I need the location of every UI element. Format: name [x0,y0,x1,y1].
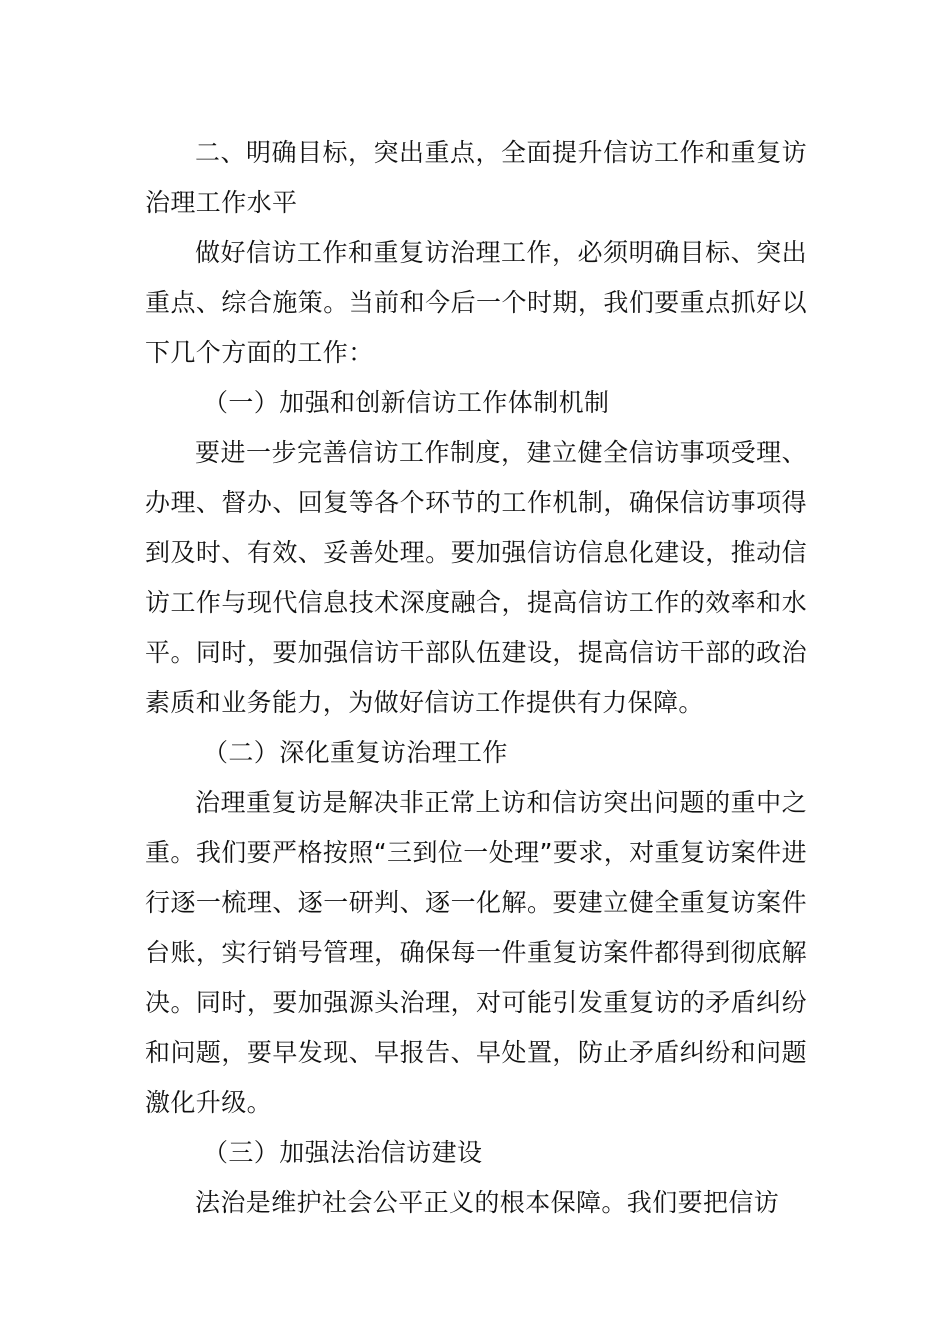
subsection-heading: （一）加强和创新信访工作体制机制 [203,388,610,417]
body-paragraph: 做好信访工作和重复访治理工作，必须明确目标、突出重点、综合施策。当前和今后一个时期，我们要重点抓好以下几个方面的工作： [145,238,807,367]
body-paragraph: 要进一步完善信访工作制度，建立健全信访事项受理、办理、督办、回复等各个环节的工作机制，确保信访事项得到及时、有效、妥善处理。要加强信访信息化建设，推动信访工作与现代信息技术深度融合，提高信访工作的效率和水平。同时，要加强信访干部队伍建设，提高信访干部的政治素质和业务能力，为做好信访工作提供有力保障。 [145,438,807,717]
subsection-heading: （三）加强法治信访建设 [203,1138,483,1167]
section-heading: 二、明确目标，突出重点，全面提升信访工作和重复访治理工作水平 [145,138,807,217]
subsection-heading: （二）深化重复访治理工作 [203,738,508,767]
document-body [145,128,807,1228]
body-paragraph: 法治是维护社会公平正义的根本保障。我们要把信访 [195,1188,780,1217]
body-paragraph: 治理重复访是解决非正常上访和信访突出问题的重中之重。我们要严格按照“三到位一处理”要求，对重复访案件进行逐一梳理、逐一研判、逐一化解。要建立健全重复访案件台账，实行销号管理，确保每一件重复访案件都得到彻底解决。同时，要加强源头治理，对可能引发重复访的矛盾纠纷和问题，要早发现、早报告、早处置，防止矛盾纠纷和问题激化升级。 [145,788,807,1117]
